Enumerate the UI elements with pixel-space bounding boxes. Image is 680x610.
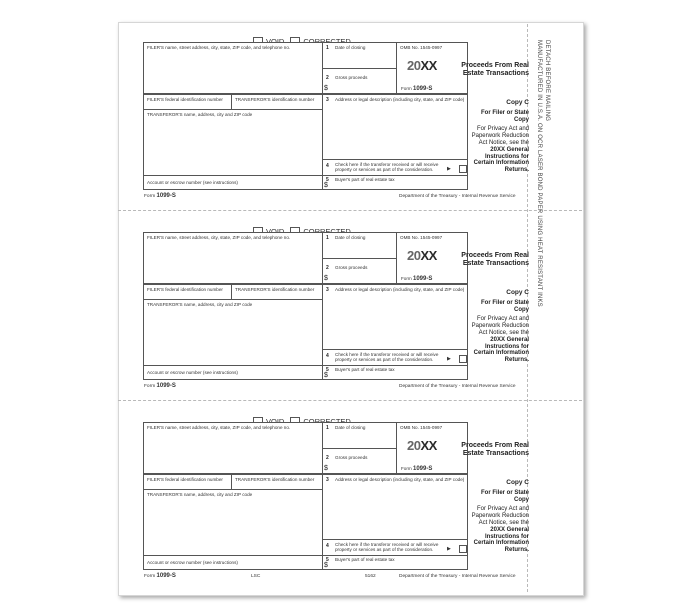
box5-label: Buyer's part of real estate tax	[335, 557, 395, 562]
footer-code-left: LSC	[251, 574, 261, 579]
box5-number: 5	[326, 557, 329, 563]
filer-tin-label: FILER'S federal identification number	[147, 97, 223, 102]
form-name-label: Form 1099-S	[401, 86, 433, 92]
property-address-field[interactable]	[322, 284, 468, 350]
copy-instructions: 20XX General Instructions for Certain Information Returns.	[473, 146, 529, 174]
transferor-tin-field[interactable]	[231, 284, 323, 300]
box4-label: Check here if the transferor received or will receive property or services as part of the consideration.	[335, 542, 439, 553]
detach-text: DETACH BEFORE MAILING	[544, 40, 550, 122]
box3-number: 3	[326, 477, 329, 483]
box4-checkbox[interactable]	[459, 355, 467, 363]
box2-number: 2	[326, 265, 329, 271]
transferor-tin-label: TRANSFEROR'S identification number	[235, 97, 315, 102]
arrow-icon: ▶	[447, 166, 451, 172]
footer-code-right: 5162	[365, 574, 376, 579]
transferor-name-label: TRANSFEROR'S name, address, city and ZIP code	[147, 112, 253, 117]
form-name-label: Form 1099-S	[401, 466, 433, 472]
box4-checkbox[interactable]	[459, 545, 467, 553]
dollar-sign: $	[324, 182, 328, 189]
dollar-sign: $	[324, 85, 328, 92]
box2-number: 2	[326, 455, 329, 461]
copy-info	[468, 290, 529, 364]
account-number-field[interactable]	[143, 175, 323, 190]
box1-number: 1	[326, 235, 329, 241]
copy-name: Copy C	[506, 479, 529, 486]
manufactured-text: MANUFACTURED IN U.S.A. ON OCR LASER BOND PAPER USING HEAT RESISTANT INKS	[536, 40, 542, 307]
box2-label: Gross proceeds	[335, 455, 368, 460]
box4-label: Check here if the transferor received or will receive property or services as part of the consideration.	[335, 162, 439, 173]
tax-year: 20XX	[407, 248, 437, 263]
form-name-label: Form 1099-S	[401, 276, 433, 282]
dollar-sign: $	[324, 275, 328, 282]
footer-department: Department of the Treasury - Internal Revenue Service	[399, 574, 516, 579]
box3-label: Address or legal description (including city, state, and ZIP code)	[335, 97, 465, 102]
property-services-field	[322, 159, 468, 176]
copy-notice: For Privacy Act and Paperwork Reduction Act Notice, see the	[471, 126, 529, 146]
omb-number: OMB No. 1545-0997	[400, 235, 443, 240]
copy-instructions: 20XX General Instructions for Certain Information Returns.	[473, 526, 529, 554]
box2-label: Gross proceeds	[335, 75, 368, 80]
box3-number: 3	[326, 97, 329, 103]
copy-notice: For Privacy Act and Paperwork Reduction Act Notice, see the	[471, 316, 529, 336]
dollar-sign: $	[324, 562, 328, 569]
form-title: Proceeds From Real Estate Transactions	[461, 252, 529, 267]
box1-label: Date of closing	[335, 45, 366, 50]
account-number-field[interactable]	[143, 555, 323, 570]
filer-tin-field[interactable]	[143, 284, 232, 300]
property-address-field[interactable]	[322, 474, 468, 540]
arrow-icon: ▶	[447, 546, 451, 552]
property-address-field[interactable]	[322, 94, 468, 160]
box3-label: Address or legal description (including city, state, and ZIP code)	[335, 287, 465, 292]
footer-form-name: Form 1099-S	[144, 573, 176, 579]
filer-name-field[interactable]	[143, 422, 323, 474]
box3-number: 3	[326, 287, 329, 293]
copy-name: Copy C	[506, 99, 529, 106]
dollar-sign: $	[324, 465, 328, 472]
gross-proceeds-field[interactable]	[322, 448, 397, 474]
filer-tin-label: FILER'S federal identification number	[147, 477, 223, 482]
buyers-tax-field[interactable]	[322, 175, 468, 190]
transferor-tin-label: TRANSFEROR'S identification number	[235, 287, 315, 292]
gross-proceeds-field[interactable]	[322, 68, 397, 94]
property-services-field	[322, 349, 468, 366]
box2-label: Gross proceeds	[335, 265, 368, 270]
filer-tin-field[interactable]	[143, 474, 232, 490]
filer-tin-field[interactable]	[143, 94, 232, 110]
form-title: Proceeds From Real Estate Transactions	[461, 62, 529, 77]
date-of-closing-field[interactable]	[322, 42, 397, 69]
copy-info	[468, 100, 529, 174]
gross-proceeds-field[interactable]	[322, 258, 397, 284]
box1-label: Date of closing	[335, 425, 366, 430]
account-number-label: Account or escrow number (see instructions)	[147, 370, 238, 375]
box1-number: 1	[326, 45, 329, 51]
tax-year: 20XX	[407, 58, 437, 73]
transferor-name-field[interactable]	[143, 489, 323, 556]
buyers-tax-field[interactable]	[322, 365, 468, 380]
box4-label: Check here if the transferor received or will receive property or services as part of the consideration.	[335, 352, 439, 363]
transferor-tin-field[interactable]	[231, 474, 323, 490]
date-of-closing-field[interactable]	[322, 232, 397, 259]
filer-name-field[interactable]	[143, 42, 323, 94]
box4-number: 4	[326, 353, 329, 359]
transferor-name-label: TRANSFEROR'S name, address, city and ZIP code	[147, 492, 253, 497]
form-1099s-copy-3	[143, 408, 529, 598]
filer-name-field[interactable]	[143, 232, 323, 284]
transferor-tin-label: TRANSFEROR'S identification number	[235, 477, 315, 482]
transferor-name-field[interactable]	[143, 109, 323, 176]
box2-number: 2	[326, 75, 329, 81]
box4-number: 4	[326, 543, 329, 549]
form-title: Proceeds From Real Estate Transactions	[461, 442, 529, 457]
property-services-field	[322, 539, 468, 556]
filer-name-label: FILER'S name, street address, city, state, ZIP code, and telephone no.	[147, 425, 291, 430]
box5-label: Buyer's part of real estate tax	[335, 177, 395, 182]
box1-number: 1	[326, 425, 329, 431]
arrow-icon: ▶	[447, 356, 451, 362]
box5-number: 5	[326, 367, 329, 373]
form-1099s-copy-1	[143, 28, 529, 218]
box5-label: Buyer's part of real estate tax	[335, 367, 395, 372]
footer-form-name: Form 1099-S	[144, 193, 176, 199]
copy-for: For Filer or State Copy	[480, 489, 529, 503]
filer-tin-label: FILER'S federal identification number	[147, 287, 223, 292]
copy-info	[468, 480, 529, 554]
footer-form-name: Form 1099-S	[144, 383, 176, 389]
filer-name-label: FILER'S name, street address, city, state, ZIP code, and telephone no.	[147, 235, 291, 240]
filer-name-label: FILER'S name, street address, city, state, ZIP code, and telephone no.	[147, 45, 291, 50]
account-number-label: Account or escrow number (see instructions)	[147, 560, 238, 565]
footer-department: Department of the Treasury - Internal Revenue Service	[399, 194, 516, 199]
copy-name: Copy C	[506, 289, 529, 296]
buyers-tax-field[interactable]	[322, 555, 468, 570]
dollar-sign: $	[324, 372, 328, 379]
copy-for: For Filer or State Copy	[480, 109, 529, 123]
box5-number: 5	[326, 177, 329, 183]
box4-checkbox[interactable]	[459, 165, 467, 173]
side-text	[536, 40, 550, 520]
account-number-label: Account or escrow number (see instructions)	[147, 180, 238, 185]
omb-number: OMB No. 1545-0997	[400, 425, 443, 430]
transferor-name-field[interactable]	[143, 299, 323, 366]
box1-label: Date of closing	[335, 235, 366, 240]
form-1099s-copy-2	[143, 218, 529, 408]
footer-department: Department of the Treasury - Internal Revenue Service	[399, 384, 516, 389]
date-of-closing-field[interactable]	[322, 422, 397, 449]
copy-instructions: 20XX General Instructions for Certain Information Returns.	[473, 336, 529, 364]
account-number-field[interactable]	[143, 365, 323, 380]
copy-notice: For Privacy Act and Paperwork Reduction Act Notice, see the	[471, 506, 529, 526]
tax-year: 20XX	[407, 438, 437, 453]
transferor-name-label: TRANSFEROR'S name, address, city and ZIP code	[147, 302, 253, 307]
box4-number: 4	[326, 163, 329, 169]
omb-number: OMB No. 1545-0997	[400, 45, 443, 50]
box3-label: Address or legal description (including city, state, and ZIP code)	[335, 477, 465, 482]
transferor-tin-field[interactable]	[231, 94, 323, 110]
copy-for: For Filer or State Copy	[480, 299, 529, 313]
